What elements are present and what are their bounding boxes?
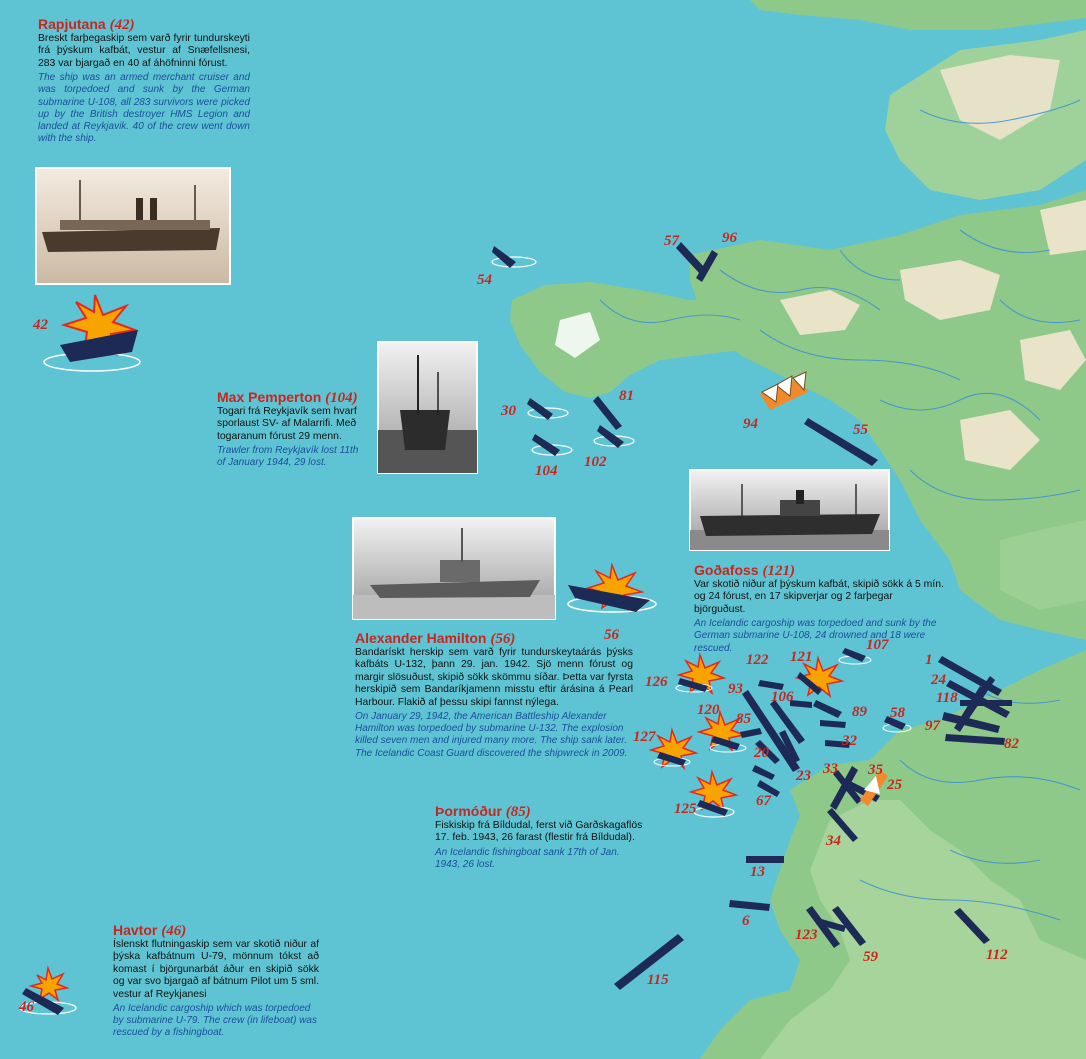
wreck-label-93: 93 (728, 681, 743, 697)
ship-number: (121) (762, 563, 795, 579)
wreck-label-104: 104 (535, 463, 558, 479)
wreck-label-122: 122 (746, 652, 769, 668)
wreck-label-56: 56 (604, 627, 619, 643)
ship-number: (46) (161, 923, 187, 939)
card-max-pemperton (217, 389, 369, 470)
wreck-label-85: 85 (736, 711, 751, 727)
text-english: On January 29, 1942, the American Battleship Alexander Hamilton was torpedoed by submarine U-132. The explosion killed seven men and injured many more. The ship sank later. The Icelandic Coast Guard discovered the shipwreck in 2009. (355, 711, 628, 759)
wreck-label-13: 13 (750, 864, 765, 880)
text-english: An Icelandic cargoship which was torpedoed by submarine U-79. The crew (in lifeboat) was rescued by a fishingboat. (113, 1003, 317, 1039)
wreck-label-97: 97 (925, 718, 940, 734)
wreck-label-46: 46 (19, 999, 34, 1015)
text-icelandic: Var skotið niður af þýskum kafbát, skipið sökk á 5 mín. og 24 fórust, en 17 skipverjar og 2 farþegar björguðust. (694, 579, 944, 615)
card-title (217, 389, 369, 406)
ship-name: Max Pemperton (217, 389, 322, 405)
text-english: The ship was an armed merchant cruiser and was torpedoed and sunk by the German submarine U-108, all 283 survivors were picked up by the British destroyer HMS Legion and landed at Reykjavik. 40 of the crew went down with the ship. (38, 72, 250, 145)
wreck-label-55: 55 (853, 422, 868, 438)
wreck-label-118: 118 (936, 690, 958, 706)
wreck-label-59: 59 (863, 949, 878, 965)
wreck-label-57: 57 (664, 233, 679, 249)
card-rapjutana (38, 16, 250, 145)
wreck-label-121: 121 (790, 649, 813, 665)
ship-number: (104) (325, 390, 358, 406)
text-icelandic: Togari frá Reykjavík sem hvarf sporlaust SV- af Malarrifi. Með togaranum fórust 29 menn. (217, 406, 357, 442)
wreck-label-30: 30 (501, 403, 516, 419)
text-icelandic: Íslenskt flutningaskip sem var skotið niður af þýska kafbátnum U-79, mönnum tókst að komast í björgunarbát áður en skipið sökk og var svo bjargað af bátnum Pilot um 5 sml. vestur af Reykjanesi (113, 939, 319, 1000)
photo-alexander-hamilton (353, 518, 555, 619)
text-english: Trawler from Reykjavík lost 11th of January 1944, 29 lost. (217, 445, 359, 469)
card-godafoss (694, 562, 946, 655)
text-icelandic: Fiskiskip frá Bíldudal, ferst við Garðskagaflös 17. feb. 1943, 26 farast (flestir frá Bíldudal). (435, 820, 643, 844)
wreck-label-67: 67 (756, 793, 771, 809)
card-title (113, 922, 319, 939)
wreck-label-102: 102 (584, 454, 607, 470)
wreck-label-107: 107 (866, 637, 889, 653)
wreck-label-81: 81 (619, 388, 634, 404)
wreck-label-23: 23 (796, 768, 811, 784)
card-title (355, 627, 633, 647)
ship-name: Havtor (113, 922, 158, 938)
wreck-label-58: 58 (890, 705, 905, 721)
text-icelandic: Breskt farþegaskip sem varð fyrir tundurskeyti frá þýskum kafbát, vestur af Snæfellsnesi, 283 var bjargað en 40 af áhöfninni fórust. (38, 33, 250, 69)
wreck-label-25: 25 (887, 777, 902, 793)
ship-name: Rapjutana (38, 16, 106, 32)
wreck-label-112: 112 (986, 947, 1008, 963)
card-title (435, 803, 645, 820)
card-title (38, 16, 250, 33)
text-english: An Icelandic fishingboat sank 17th of Jan. 1943, 26 lost. (435, 846, 620, 871)
ship-number: (56) (490, 631, 516, 647)
photo-rapjutana (36, 168, 230, 284)
ship-name: Goðafoss (694, 562, 759, 578)
card-title (694, 562, 946, 579)
card-alexander-hamilton (355, 627, 633, 760)
wreck-label-127: 127 (633, 729, 656, 745)
wreck-label-89: 89 (852, 704, 867, 720)
photo-max-pemperton (378, 342, 477, 473)
wreck-label-96: 96 (722, 230, 737, 246)
wreck-label-34: 34 (826, 833, 841, 849)
wreck-label-6: 6 (742, 913, 750, 929)
card-havtor (113, 922, 319, 1040)
wreck-label-24: 24 (931, 672, 946, 688)
wreck-label-115: 115 (647, 972, 669, 988)
wreck-label-120: 120 (697, 702, 720, 718)
wreck-label-32: 32 (842, 733, 857, 749)
wreck-label-123: 123 (795, 927, 818, 943)
ship-number: (85) (505, 804, 531, 820)
wreck-label-82: 82 (1004, 736, 1019, 752)
card-thormodur (435, 803, 645, 871)
ship-name: Alexander Hamilton (355, 630, 487, 646)
wreck-label-35: 35 (868, 762, 883, 778)
wreck-label-125: 125 (674, 801, 697, 817)
wreck-label-33: 33 (823, 761, 838, 777)
text-english: An Icelandic cargoship was torpedoed and sunk by the German submarine U-108, 24 drowned and 18 were rescued. (694, 618, 937, 654)
wreck-label-106: 106 (771, 689, 794, 705)
wreck-label-126: 126 (645, 674, 668, 690)
text-icelandic: Bandarískt herskip sem varð fyrir tundurskeytaárás þýsks kafbáts U-132, þann 29. jan. 1942. Sjö menn fórust og margir slösuðust, skipið sökk skömmu síðar. Þetta var fyrsta herskipið sem Bandaríkjamenn misstu eftir árásina á Pearl Harbour. Flakið af þessu skipi fannst nýlega. (355, 647, 633, 708)
wreck-label-1: 1 (925, 652, 933, 668)
photo-godafoss (690, 470, 889, 550)
wreck-label-54: 54 (477, 272, 492, 288)
ship-name: Þormóður (435, 803, 502, 819)
wreck-label-94: 94 (743, 416, 758, 432)
wreck-label-20: 20 (754, 745, 769, 761)
wreck-label-42: 42 (33, 317, 48, 333)
ship-number: (42) (109, 17, 135, 33)
